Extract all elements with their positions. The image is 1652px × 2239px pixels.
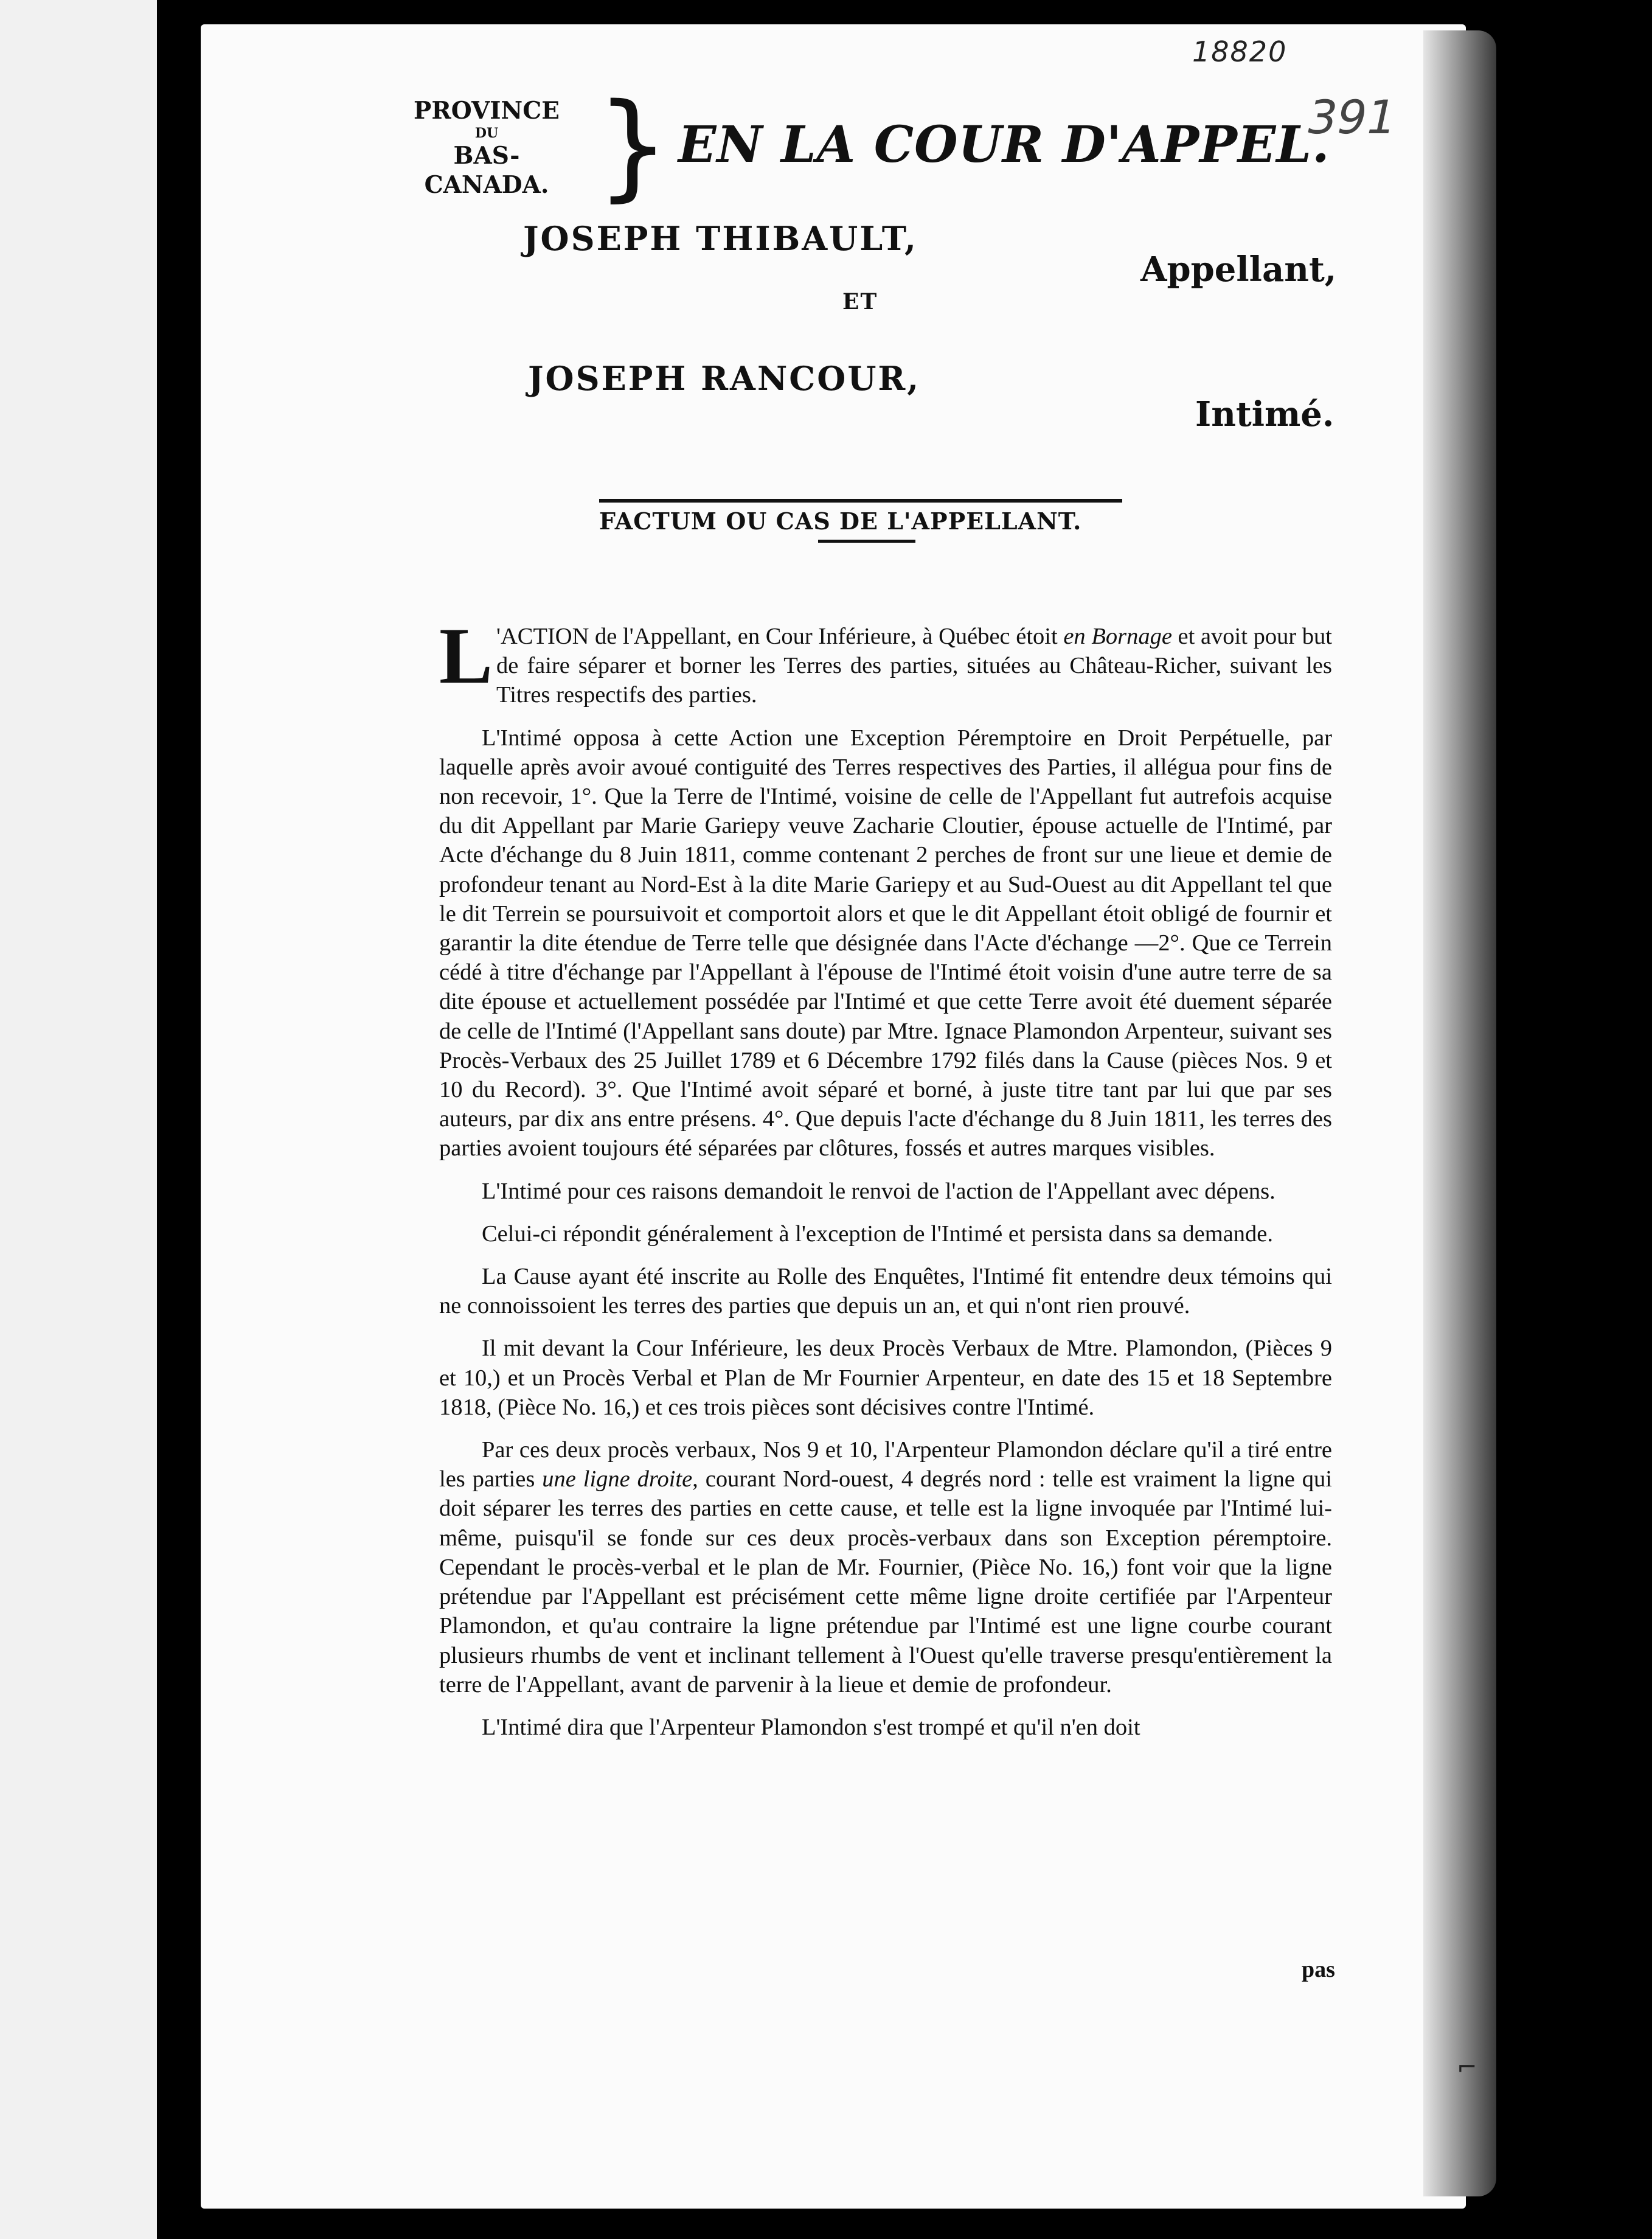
paragraph-1 [439,611,1332,710]
paragraph-8: L'Intimé dira que l'Arpenteur Plamondon s'est trompé et qu'il n'en doit [482,1714,1140,1740]
province-line-1: PROVINCE [414,97,560,125]
body-text [439,611,1332,1755]
paragraph-1-rest: et avoit pour but de faire séparer et borner les Terres des parties, situées au Château-Richer, suivant les Titres respectifs des parties. [496,624,1332,708]
drop-cap: L [439,611,493,700]
brace-icon: } [596,78,670,213]
paragraph-6: Il mit devant la Cour Inférieure, les deux Procès Verbaux de Mtre. Plamondon, (Pièces 9 et 10,) et un Procès Verbal et Plan de Mr Fournier Arpenteur, en date des 15 et 18 Septembre 1818, (Pièce No. 16,) et ces trois pièces sont décisives contre l'Intimé. [439,1335,1332,1420]
catchword: pas [1302,1957,1335,1982]
book-gutter [157,0,201,2239]
conjunction: ET [842,289,878,315]
province-line-3: BAS-CANADA. [424,142,549,199]
title-rule-top [599,499,1122,503]
respondent-name: JOSEPH RANCOUR, [528,359,921,398]
page-edge-shadow [1423,30,1496,2196]
document-title: FACTUM OU CAS DE L'APPELLANT. [599,507,1082,535]
facing-page [0,0,157,2239]
title-rule-bottom [818,540,915,543]
paragraph-1-italic: en Bornage [1063,624,1172,649]
court-title: EN LA COUR D'APPEL. [678,116,1330,174]
appellant-role: Appellant, [1140,249,1337,290]
paragraph-7 [439,1435,1332,1699]
document-title-block [599,499,1122,543]
paragraph-7-lead: Par ces deux procès verbaux, Nos 9 et 10, l'Arpenteur Plamondon déclare qu'il a tiré entre les parties [439,1437,1332,1492]
province-line-2: DU [474,125,499,141]
paragraph-3: L'Intimé pour ces raisons demandoit le renvoi de l'action de l'Appellant avec dépens. [482,1178,1275,1204]
respondent-role: Intimé. [1195,394,1334,434]
paragraph-7-italic: une ligne droite, [542,1466,698,1492]
province-heading [395,96,578,200]
paragraph-4: Celui-ci répondit généralement à l'exception de l'Intimé et persista dans sa demande. [482,1220,1274,1247]
folio-number: 391 [1302,90,1402,144]
margin-mark: ⌐ [1457,2053,1477,2081]
appellant-name: JOSEPH THIBAULT, [523,219,918,258]
paragraph-7-rest: courant Nord-ouest, 4 degrés nord : telle est vraiment la ligne qui doit séparer les terres des parties en cette cause, et telle est la ligne invoquée par l'Intimé lui-même, puisqu'il se fonde sur ces deux procès-verbaux dans son Exception péremptoire. Cependant le procès-verbal et le plan de Mr. Fournier, (Pièce No. 16,) font voir que la ligne prétendue par l'Appellant est précisément cette même ligne droite certifiée par l'Arpenteur Plamondon, et qu'au contraire la ligne prétendue par l'Intimé est une ligne courbe courant plusieurs rhumbs de vent et inclinant tellement à l'Ouest qu'elle traverse presqu'entièrement la terre de l'Appellant, avant de parvenir à la lieue et demie de profondeur. [439,1466,1332,1698]
archive-number: 18820 [1192,35,1288,68]
paragraph-2: L'Intimé opposa à cette Action une Exception Péremptoire en Droit Perpétuelle, par laquelle après avoir avoué contiguité des Terres respectives des Parties, il allégua pour fins de non recevoir, 1°. Que la Terre de l'Intimé, voisine de celle de l'Appellant fut autrefois acquise du dit Appellant par Marie Gariepy veuve Zacharie Cloutier, épouse actuelle de l'Intimé, par Acte d'échange du 8 Juin 1811, comme contenant 2 perches de front sur une lieue et demie de profondeur tenant au Nord-Est à la dite Marie Gariepy et au Sud-Ouest au dit Appellant tel que le dit Terrein se poursuivoit et comportoit alors et que le dit Appellant étoit obligé de fournir et garantir la dite étendue de Terre telle que désignée dans l'Acte d'échange —2°. Que ce Terrein cédé à titre d'échange par l'Appellant à l'épouse de l'Intimé étoit voisin d'une autre terre de sa dite épouse et actuellement possédée par l'Intimé et que cette Terre avoit été duement séparée de celle de l'Intimé (l'Appellant sans doute) par Mtre. Ignace Plamondon Arpenteur, suivant ses Procès-Verbaux des 25 Juillet 1789 et 6 Décembre 1792 filés dans la Cause (pièces Nos. 9 et 10 du Record). 3°. Que l'Intimé avoit séparé et borné, à juste titre tant par lui que par ses auteurs, par dix ans entre présens. 4°. Que depuis l'acte d'échange du 8 Juin 1811, les terres des parties avoient toujours été séparées par clôtures, fossés et autres marques visibles. [439,725,1332,1161]
scan-border [1496,0,1652,2239]
paragraph-1-lead: 'ACTION de l'Appellant, en Cour Inférieure, à Québec étoit [496,624,1064,649]
paragraph-5: La Cause ayant été inscrite au Rolle des Enquêtes, l'Intimé fit entendre deux témoins qui ne connoissoient les terres des parties que depuis un an, et qui n'ont rien prouvé. [439,1264,1332,1319]
